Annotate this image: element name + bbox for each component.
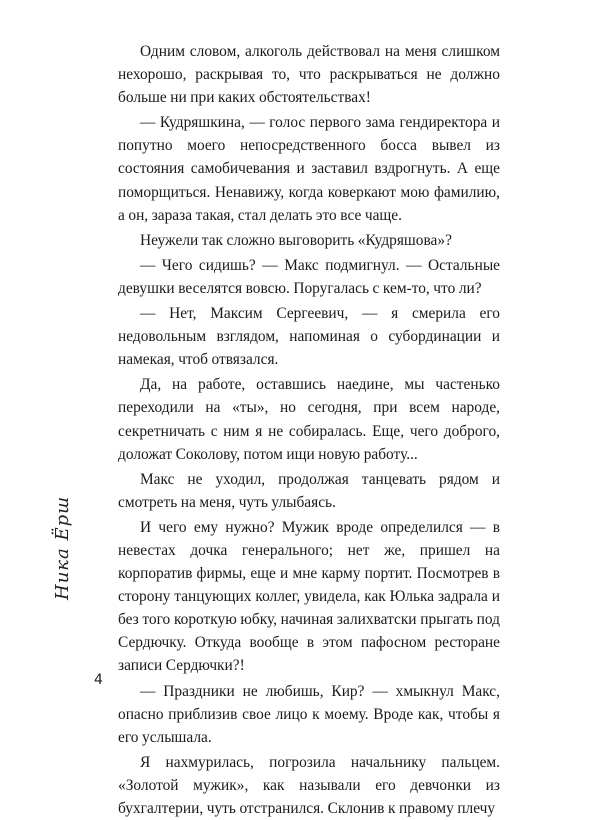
paragraph: — Чего сидишь? — Макс подмигнул. — Остальные девушки веселятся вовсю. Поругалась с кем-то, что ли?	[118, 256, 500, 297]
paragraph: Я нахмурилась, погрозила начальнику пальцем. «Золотой мужик», как называли его девчонки из бухгалтерии, чуть отстранился. Склонив к правому плечу	[118, 753, 500, 817]
author-name-vertical: Ника Ёрш	[52, 495, 73, 600]
paragraph: И чего ему нужно? Мужик вроде определился — в невестах дочка генерального; нет же, пришел на корпоратив фирмы, еще и мне карму портит. Посмотрев в сторону танцующих коллег, увидела, как Юлька задрала и без того короткую юбку, начиная залихватски прыгать под Сердючку. Откуда вообще в этом пафосном ресторане записи Сердючки?!	[118, 518, 500, 675]
page-number: 4	[94, 672, 103, 688]
body-text	[118, 40, 500, 820]
paragraph: Неужели так сложно выговорить «Кудряшова»?	[140, 231, 452, 249]
paragraph: Да, на работе, оставшись наедине, мы частенько переходили на «ты», но сегодня, при всем народе, секретничать с ним я не собиралась. Еще, чего доброго, доложат Соколову, потом ищи новую работу...	[118, 376, 500, 463]
paragraph: Макс не уходил, продолжая танцевать рядом и смотреть на меня, чуть улыбаясь.	[118, 470, 500, 511]
paragraph: — Кудряшкина, — голос первого зама гендиректора и попутно моего непосредственного босса вывел из состояния самобичевания и заставил вздрогнуть. А еще поморщиться. Ненавижу, когда коверкают мою фамилию, а он, зараза такая, стал делать это все чаще.	[118, 114, 500, 224]
paragraph: — Праздники не любишь, Кир? — хмыкнул Макс, опасно приблизив свое лицо к моему. Вроде как, чтобы я его услышала.	[118, 682, 500, 746]
paragraph: Одним словом, алкоголь действовал на меня слишком нехорошо, раскрывая то, что раскрываться не должно больше ни при каких обстоятельствах!	[118, 43, 500, 107]
paragraph: — Нет, Максим Сергеевич, — я смерила его недовольным взглядом, напоминая о субординации и намекая, чтоб отвязался.	[118, 305, 500, 369]
